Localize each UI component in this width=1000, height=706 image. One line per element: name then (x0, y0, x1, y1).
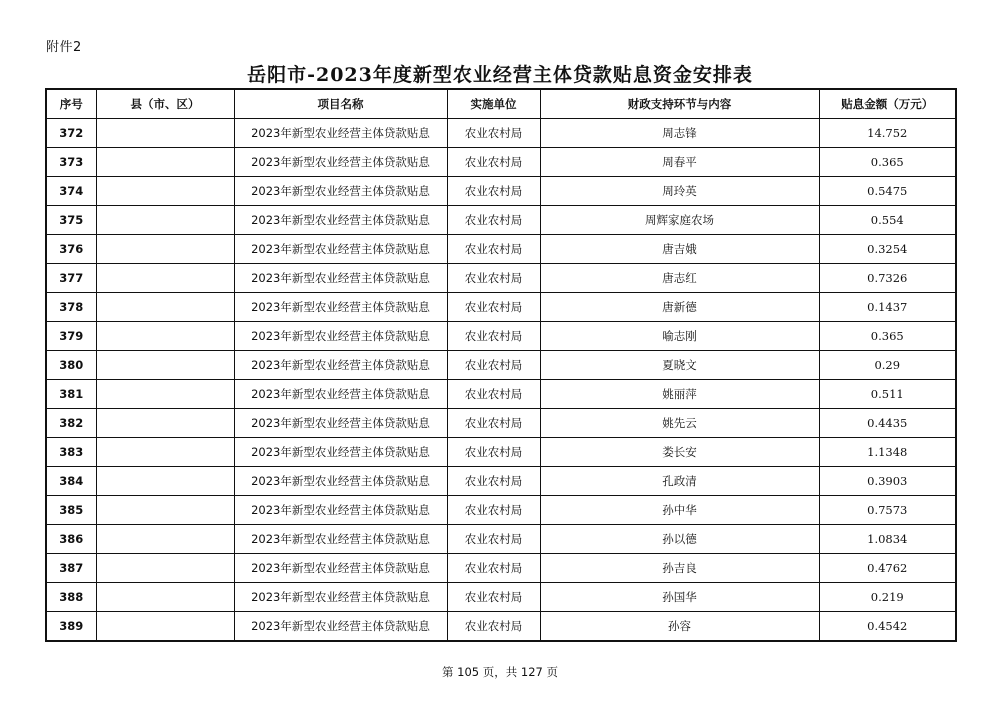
document-title: 岳阳市-2023年度新型农业经营主体贷款贴息资金安排表 (247, 64, 753, 86)
col-header-unit: 实施单位 (447, 89, 540, 119)
cell-unit: 农业农村局 (447, 467, 540, 496)
table-row (46, 467, 956, 496)
cell-support: 孙国华 (540, 583, 819, 612)
cell-project: 2023年新型农业经营主体贷款贴息 (234, 525, 447, 554)
cell-seq: 389 (46, 612, 96, 642)
cell-project: 2023年新型农业经营主体贷款贴息 (234, 351, 447, 380)
cell-project: 2023年新型农业经营主体贷款贴息 (234, 177, 447, 206)
cell-unit: 农业农村局 (447, 409, 540, 438)
cell-seq: 384 (46, 467, 96, 496)
cell-seq: 372 (46, 119, 96, 148)
col-header-county: 县（市、区） (96, 89, 234, 119)
cell-project: 2023年新型农业经营主体贷款贴息 (234, 148, 447, 177)
cell-unit: 农业农村局 (447, 177, 540, 206)
cell-project: 2023年新型农业经营主体贷款贴息 (234, 438, 447, 467)
cell-support: 周玲英 (540, 177, 819, 206)
table-row (46, 612, 956, 642)
cell-amount: 0.365 (819, 322, 956, 351)
cell-county (96, 119, 234, 148)
cell-seq: 379 (46, 322, 96, 351)
cell-county (96, 206, 234, 235)
cell-support: 娄长安 (540, 438, 819, 467)
cell-support: 夏晓文 (540, 351, 819, 380)
cell-amount: 1.1348 (819, 438, 956, 467)
cell-seq: 387 (46, 554, 96, 583)
cell-county (96, 496, 234, 525)
cell-seq: 374 (46, 177, 96, 206)
cell-county (96, 293, 234, 322)
cell-support: 周辉家庭农场 (540, 206, 819, 235)
cell-unit: 农业农村局 (447, 206, 540, 235)
cell-project: 2023年新型农业经营主体贷款贴息 (234, 206, 447, 235)
cell-amount: 0.219 (819, 583, 956, 612)
cell-county (96, 351, 234, 380)
cell-county (96, 612, 234, 642)
cell-amount: 14.752 (819, 119, 956, 148)
cell-amount: 0.29 (819, 351, 956, 380)
cell-unit: 农业农村局 (447, 148, 540, 177)
cell-amount: 0.4762 (819, 554, 956, 583)
cell-project: 2023年新型农业经营主体贷款贴息 (234, 583, 447, 612)
cell-seq: 375 (46, 206, 96, 235)
cell-amount: 0.4542 (819, 612, 956, 642)
cell-project: 2023年新型农业经营主体贷款贴息 (234, 496, 447, 525)
cell-county (96, 525, 234, 554)
cell-unit: 农业农村局 (447, 438, 540, 467)
table-row (46, 235, 956, 264)
cell-project: 2023年新型农业经营主体贷款贴息 (234, 293, 447, 322)
cell-seq: 382 (46, 409, 96, 438)
cell-project: 2023年新型农业经营主体贷款贴息 (234, 119, 447, 148)
cell-county (96, 322, 234, 351)
cell-support: 唐新德 (540, 293, 819, 322)
cell-support: 孙容 (540, 612, 819, 642)
cell-seq: 388 (46, 583, 96, 612)
cell-project: 2023年新型农业经营主体贷款贴息 (234, 612, 447, 642)
cell-support: 孙中华 (540, 496, 819, 525)
col-header-support: 财政支持环节与内容 (540, 89, 819, 119)
cell-county (96, 554, 234, 583)
cell-county (96, 148, 234, 177)
cell-unit: 农业农村局 (447, 583, 540, 612)
cell-support: 姚丽萍 (540, 380, 819, 409)
cell-unit: 农业农村局 (447, 119, 540, 148)
cell-county (96, 380, 234, 409)
table-row (46, 206, 956, 235)
cell-amount: 0.7326 (819, 264, 956, 293)
table-row (46, 525, 956, 554)
cell-seq: 386 (46, 525, 96, 554)
table-row (46, 351, 956, 380)
table-header (46, 89, 956, 119)
table-row (46, 148, 956, 177)
table-row (46, 409, 956, 438)
cell-support: 孙吉良 (540, 554, 819, 583)
cell-seq: 377 (46, 264, 96, 293)
cell-amount: 0.3254 (819, 235, 956, 264)
cell-seq: 381 (46, 380, 96, 409)
cell-county (96, 409, 234, 438)
col-header-seq: 序号 (46, 89, 96, 119)
cell-seq: 373 (46, 148, 96, 177)
cell-county (96, 467, 234, 496)
cell-unit: 农业农村局 (447, 322, 540, 351)
cell-project: 2023年新型农业经营主体贷款贴息 (234, 467, 447, 496)
cell-amount: 0.4435 (819, 409, 956, 438)
cell-county (96, 264, 234, 293)
cell-support: 喻志刚 (540, 322, 819, 351)
cell-seq: 380 (46, 351, 96, 380)
cell-county (96, 235, 234, 264)
cell-amount: 0.5475 (819, 177, 956, 206)
table-row (46, 322, 956, 351)
table-body (46, 119, 956, 642)
cell-project: 2023年新型农业经营主体贷款贴息 (234, 380, 447, 409)
table-row (46, 583, 956, 612)
cell-unit: 农业农村局 (447, 554, 540, 583)
col-header-amount: 贴息金额（万元） (819, 89, 956, 119)
cell-unit: 农业农村局 (447, 612, 540, 642)
cell-project: 2023年新型农业经营主体贷款贴息 (234, 409, 447, 438)
page-footer: 第 105 页，共 127 页 (441, 665, 559, 679)
cell-seq: 378 (46, 293, 96, 322)
cell-amount: 1.0834 (819, 525, 956, 554)
cell-unit: 农业农村局 (447, 380, 540, 409)
allocation-table (45, 88, 957, 642)
table-row (46, 380, 956, 409)
cell-county (96, 438, 234, 467)
cell-amount: 0.365 (819, 148, 956, 177)
cell-unit: 农业农村局 (447, 264, 540, 293)
cell-seq: 383 (46, 438, 96, 467)
header-row (46, 89, 956, 119)
cell-support: 唐志红 (540, 264, 819, 293)
table-row (46, 177, 956, 206)
cell-project: 2023年新型农业经营主体贷款贴息 (234, 554, 447, 583)
cell-support: 唐吉娥 (540, 235, 819, 264)
table-row (46, 119, 956, 148)
cell-seq: 376 (46, 235, 96, 264)
cell-support: 周春平 (540, 148, 819, 177)
cell-support: 周志锋 (540, 119, 819, 148)
cell-amount: 0.554 (819, 206, 956, 235)
cell-project: 2023年新型农业经营主体贷款贴息 (234, 235, 447, 264)
cell-county (96, 583, 234, 612)
cell-amount: 0.3903 (819, 467, 956, 496)
attachment-label: 附件2 (46, 40, 82, 55)
cell-unit: 农业农村局 (447, 235, 540, 264)
cell-county (96, 177, 234, 206)
table-row (46, 554, 956, 583)
table-row (46, 496, 956, 525)
col-header-project: 项目名称 (234, 89, 447, 119)
table-row (46, 438, 956, 467)
table-row (46, 293, 956, 322)
cell-project: 2023年新型农业经营主体贷款贴息 (234, 322, 447, 351)
cell-support: 孔政清 (540, 467, 819, 496)
cell-unit: 农业农村局 (447, 293, 540, 322)
cell-unit: 农业农村局 (447, 496, 540, 525)
table-row (46, 264, 956, 293)
cell-amount: 0.7573 (819, 496, 956, 525)
cell-amount: 0.1437 (819, 293, 956, 322)
cell-unit: 农业农村局 (447, 525, 540, 554)
cell-project: 2023年新型农业经营主体贷款贴息 (234, 264, 447, 293)
cell-support: 姚先云 (540, 409, 819, 438)
cell-unit: 农业农村局 (447, 351, 540, 380)
cell-support: 孙以德 (540, 525, 819, 554)
cell-amount: 0.511 (819, 380, 956, 409)
cell-seq: 385 (46, 496, 96, 525)
